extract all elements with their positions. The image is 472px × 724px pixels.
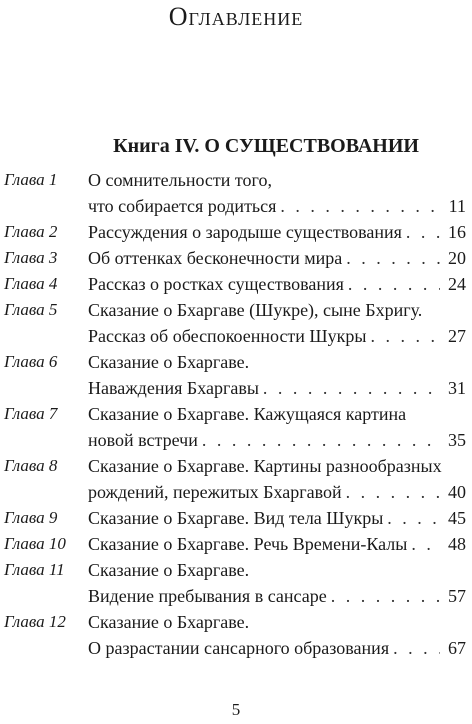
entry-last-line xyxy=(88,193,466,219)
page-ref: 35 xyxy=(448,430,466,450)
entry-title-line: рождений, пережитых Бхаргавой xyxy=(88,482,342,502)
entry-title-line: Сказание о Бхаргаве. Вид тела Шукры xyxy=(88,508,384,528)
entry-title xyxy=(88,401,466,453)
entry-title xyxy=(88,219,466,245)
entry-title-line: О разрастании сансарного образования xyxy=(88,638,390,658)
toc-entry-2 xyxy=(0,219,472,245)
entry-last-line xyxy=(88,375,466,401)
page-ref: 24 xyxy=(448,274,466,294)
page-ref: 48 xyxy=(448,534,466,554)
dot-leader xyxy=(370,323,440,349)
entry-last-line xyxy=(88,583,466,609)
page-ref: 31 xyxy=(448,378,466,398)
toc-entry-5 xyxy=(0,297,472,349)
dot-leader xyxy=(331,583,440,609)
entry-title xyxy=(88,609,466,661)
entry-title-line: что собирается родиться xyxy=(88,196,277,216)
page-ref: 20 xyxy=(448,248,466,268)
toc-entry-10 xyxy=(0,531,472,557)
toc-entry-1 xyxy=(0,167,472,219)
entry-title-line: Сказание о Бхаргаве. Кажущаяся картина xyxy=(88,404,407,424)
entry-title-line: Сказание о Бхаргаве (Шукре), сыне Бхригу. xyxy=(88,300,423,320)
entry-title-line: Рассказ о ростках существования xyxy=(88,274,344,294)
chapter-label: Глава 6 xyxy=(4,352,58,371)
entry-last-line xyxy=(88,531,466,557)
entry-title-line: Рассуждения о зародыше существования xyxy=(88,222,402,242)
chapter-label: Глава 2 xyxy=(4,222,58,241)
entry-title-line: Сказание о Бхаргаве. xyxy=(88,560,250,580)
dot-leader xyxy=(387,505,440,531)
toc-entry-4 xyxy=(0,271,472,297)
entry-last-line xyxy=(88,427,466,453)
entry-title xyxy=(88,349,466,401)
chapter-label: Глава 8 xyxy=(4,456,58,475)
page-ref: 27 xyxy=(448,326,466,346)
page-number: 5 xyxy=(231,700,241,719)
page-heading: Оглавление xyxy=(168,2,304,31)
chapter-label: Глава 9 xyxy=(4,508,58,527)
entry-last-line xyxy=(88,219,466,245)
entry-title xyxy=(88,557,466,609)
page-ref: 11 xyxy=(448,196,466,216)
chapter-label: Глава 7 xyxy=(4,404,58,423)
chapter-label: Глава 4 xyxy=(4,274,58,293)
chapter-label: Глава 12 xyxy=(4,612,66,631)
entry-title xyxy=(88,245,466,271)
entry-title xyxy=(88,531,466,557)
entry-title-line: новой встречи xyxy=(88,430,198,450)
dot-leader xyxy=(348,271,440,297)
toc-entry-9 xyxy=(0,505,472,531)
entry-title-line: Сказание о Бхаргаве. xyxy=(88,612,250,632)
dot-leader xyxy=(263,375,440,401)
page-ref: 16 xyxy=(448,222,466,242)
toc-entry-3 xyxy=(0,245,472,271)
dot-leader xyxy=(393,635,440,661)
dot-leader xyxy=(406,219,440,245)
entry-title xyxy=(88,167,466,219)
entry-title-line: Об оттенках бесконечности мира xyxy=(88,248,343,268)
dot-leader xyxy=(280,193,440,219)
book-title: Книга IV. О СУЩЕСТВОВАНИИ xyxy=(113,135,419,157)
chapter-label: Глава 1 xyxy=(4,170,58,189)
chapter-label: Глава 5 xyxy=(4,300,58,319)
table-of-contents xyxy=(0,167,472,661)
page-ref: 57 xyxy=(448,586,466,606)
dot-leader xyxy=(346,245,440,271)
dot-leader xyxy=(411,531,440,557)
dot-leader xyxy=(202,427,440,453)
toc-entry-12 xyxy=(0,609,472,661)
entry-last-line xyxy=(88,245,466,271)
chapter-label: Глава 10 xyxy=(4,534,66,553)
entry-last-line xyxy=(88,505,466,531)
dot-leader xyxy=(346,479,440,505)
entry-last-line xyxy=(88,323,466,349)
entry-title-line: Сказание о Бхаргаве. xyxy=(88,352,250,372)
toc-entry-6 xyxy=(0,349,472,401)
toc-entry-7 xyxy=(0,401,472,453)
entry-title xyxy=(88,505,466,531)
entry-title-line: О сомнительности того, xyxy=(88,170,272,190)
chapter-label: Глава 3 xyxy=(4,248,58,267)
entry-title xyxy=(88,271,466,297)
entry-title-line: Сказание о Бхаргаве. Картины разнообразных xyxy=(88,456,442,476)
page-ref: 67 xyxy=(448,638,466,658)
toc-entry-11 xyxy=(0,557,472,609)
page-ref: 45 xyxy=(448,508,466,528)
chapter-label: Глава 11 xyxy=(4,560,65,579)
page-ref: 40 xyxy=(448,482,466,502)
entry-last-line xyxy=(88,479,466,505)
toc-entry-8 xyxy=(0,453,472,505)
entry-title-line: Сказание о Бхаргаве. Речь Времени-Калы xyxy=(88,534,408,554)
entry-last-line xyxy=(88,635,466,661)
entry-title xyxy=(88,297,466,349)
entry-title-line: Рассказ об обеспокоенности Шукры xyxy=(88,326,367,346)
entry-last-line xyxy=(88,271,466,297)
entry-title xyxy=(88,453,466,505)
entry-title-line: Наваждения Бхаргавы xyxy=(88,378,259,398)
entry-title-line: Видение пребывания в сансаре xyxy=(88,586,327,606)
